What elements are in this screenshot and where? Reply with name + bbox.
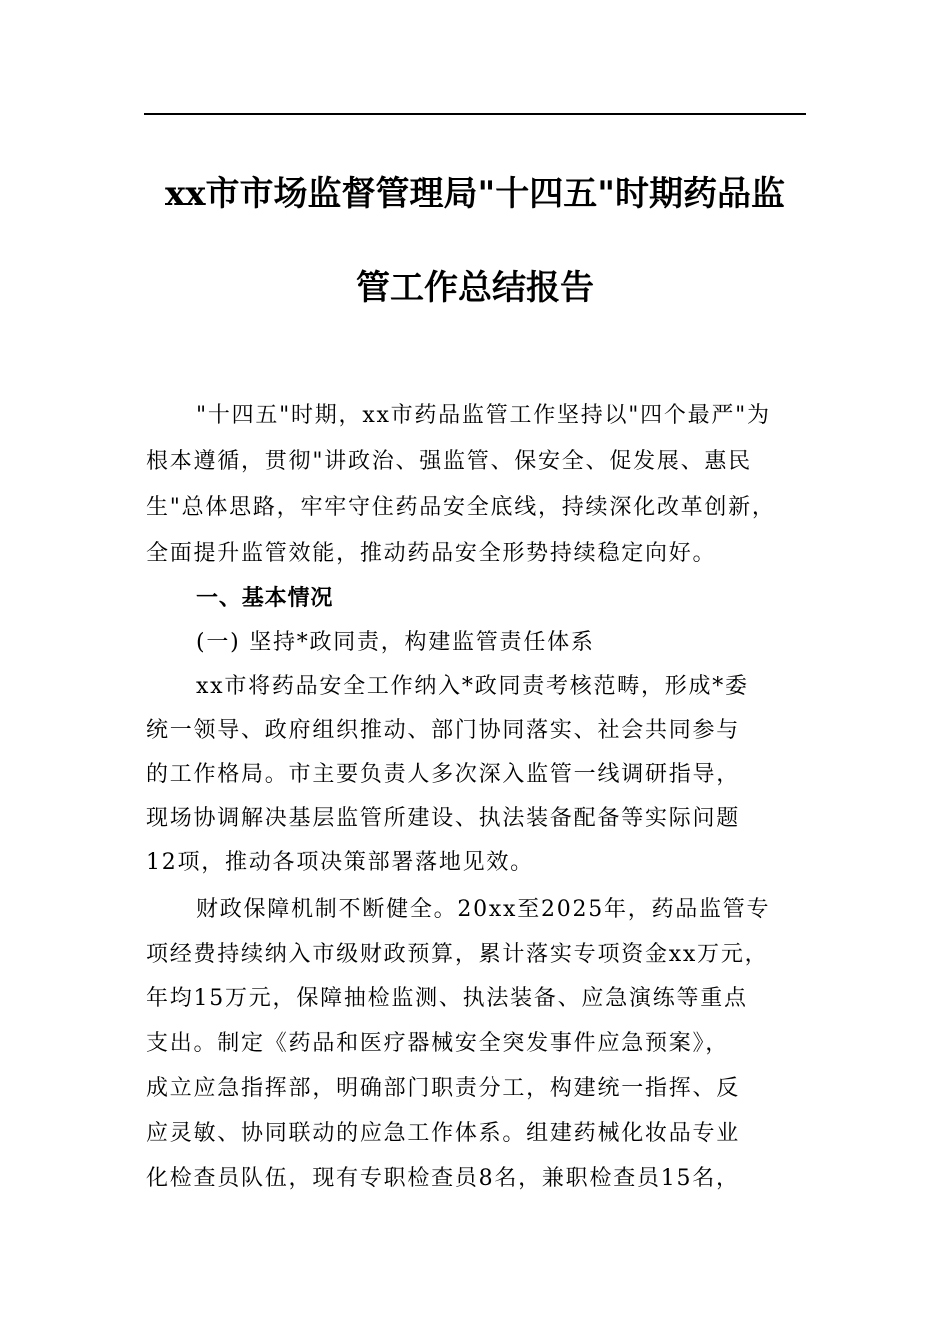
- header-rule: [144, 113, 806, 115]
- paragraph-line: 项经费持续纳入市级财政预算，累计落实专项资金xx万元，: [146, 942, 769, 967]
- paragraph-line: 年均15万元，保障抽检监测、执法装备、应急演练等重点: [146, 986, 748, 1011]
- paragraph-line: 现场协调解决基层监管所建设、执法装备配备等实际问题: [146, 806, 741, 831]
- paragraph-line: 的工作格局。市主要负责人多次深入监管一线调研指导，: [146, 762, 741, 787]
- subsection-heading: (一) 坚持*政同责，构建监管责任体系: [196, 630, 595, 655]
- paragraph-line: 应灵敏、协同联动的应急工作体系。组建药械化妆品专业: [146, 1121, 741, 1146]
- document-title-line-2: 管工作总结报告: [356, 268, 594, 308]
- document-title-line-1: xx市市场监督管理局"十四五"时期药品监: [165, 174, 785, 214]
- paragraph-line: xx市将药品安全工作纳入*政同责考核范畴，形成*委: [196, 674, 749, 699]
- section-heading: 一、基本情况: [196, 586, 334, 611]
- intro-line: 生"总体思路，牢牢守住药品安全底线，持续深化改革创新，: [146, 495, 776, 520]
- paragraph-line: 财政保障机制不断健全。20xx至2025年，药品监管专: [196, 897, 771, 922]
- paragraph-line: 统一领导、政府组织推动、部门协同落实、社会共同参与: [146, 718, 741, 743]
- paragraph-line: 支出。制定《药品和医疗器械安全突发事件应急预案》，: [146, 1031, 730, 1056]
- paragraph-line: 12项，推动各项决策部署落地见效。: [146, 850, 534, 875]
- paragraph-line: 化检查员队伍，现有专职检查员8名，兼职检查员15名，: [146, 1166, 740, 1191]
- intro-line: 根本遵循，贯彻"讲政治、强监管、保安全、促发展、惠民: [146, 449, 752, 474]
- intro-line: 全面提升监管效能，推动药品安全形势持续稳定向好。: [146, 541, 717, 566]
- intro-line: "十四五"时期，xx市药品监管工作坚持以"四个最严"为: [196, 403, 771, 428]
- paragraph-line: 成立应急指挥部，明确部门职责分工，构建统一指挥、反: [146, 1076, 741, 1101]
